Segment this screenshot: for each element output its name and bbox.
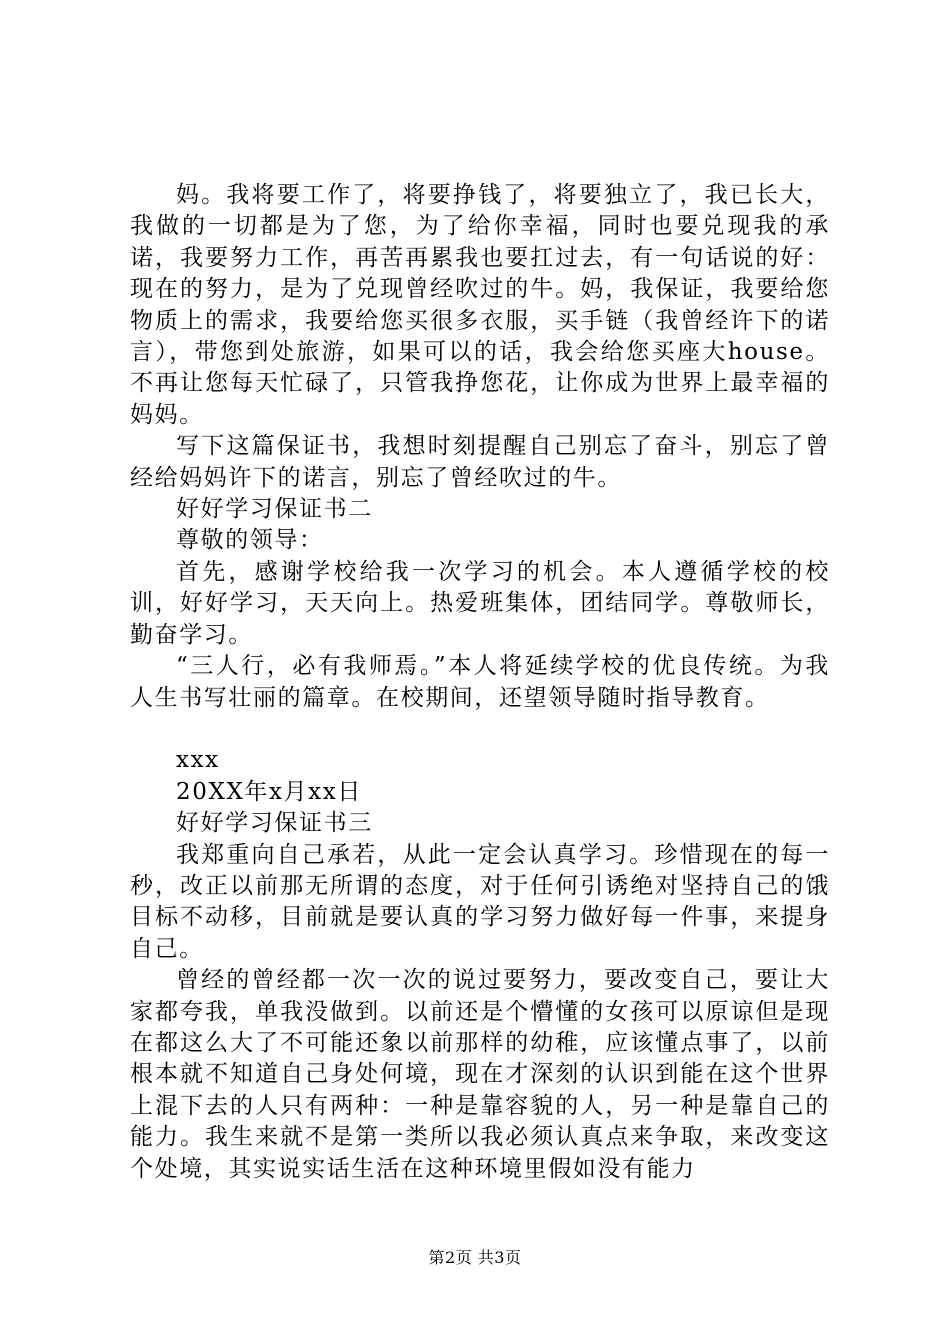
document-body (130, 180, 830, 1185)
section-heading-two: 好好学习保证书二 (176, 496, 373, 523)
paragraph-three-people: “三人行，必有我师焉。”本人将延续学校的优良传统。为我人生书写壮丽的篇章。在校期间，还望领导随时指导教育。 (130, 653, 830, 711)
paragraph-promise-to-mom: 妈。我将要工作了，将要挣钱了，将要独立了，我已长大，我做的一切都是为了您，为了给你幸福，同时也要兑现我的承诺，我要努力工作，再苦再累我也要扛过去，有一句话说的好：现在的努力，是为了兑现曾经吹过的牛。妈，我保证，我要给您物质上的需求，我要给您买很多衣服，买手链（我曾经许下的诺言），带您到处旅游，如果可以的话，我会给您买座大house。不再让您每天忙碌了，只管我挣您花，让你成为世界上最幸福的妈妈。 (130, 182, 830, 428)
signature-name: xxx (176, 747, 220, 774)
paragraph-past-efforts: 曾经的曾经都一次一次的说过要努力，要改变自己，要让大家都夸我，单我没做到。以前还是个懵懂的女孩可以原谅但是现在都这么大了不可能还象以前那样的幼稚，应该懂点事了，以前根本就不知道自己身处何境，现在才深刻的认识到能在这个世界上混下去的人只有两种：一种是靠容貌的人，另一种是靠自己的能力。我生来就不是第一类所以我必须认真点来争取，来改变这个处境，其实说实话生活在这种环境里假如没有能力 (130, 967, 830, 1182)
paragraph-thanks-school: 首先，感谢学校给我一次学习的机会。本人遵循学校的校训，好好学习，天天向上。热爱班集体，团结同学。尊敬师长，勤奋学习。 (130, 558, 830, 648)
salutation: 尊敬的领导： (176, 527, 324, 554)
blank-line (130, 714, 830, 745)
section-heading-three: 好好学习保证书三 (176, 810, 373, 837)
paragraph-reminder: 写下这篇保证书，我想时刻提醒自己别忘了奋斗，别忘了曾经给妈妈许下的诺言，别忘了曾经吹过的牛。 (130, 433, 830, 491)
paragraph-solemn-promise: 我郑重向自己承若，从此一定会认真学习。珍惜现在的每一秒，改正以前那无所谓的态度，对于任何引诱绝对坚持自己的饿目标不动移，目前就是要认真的学习努力做好每一件事，来提身自己。 (130, 841, 830, 962)
page-footer: 第2页 共3页 (428, 1248, 522, 1267)
signature-date: 20XX年x月xx日 (176, 778, 362, 805)
